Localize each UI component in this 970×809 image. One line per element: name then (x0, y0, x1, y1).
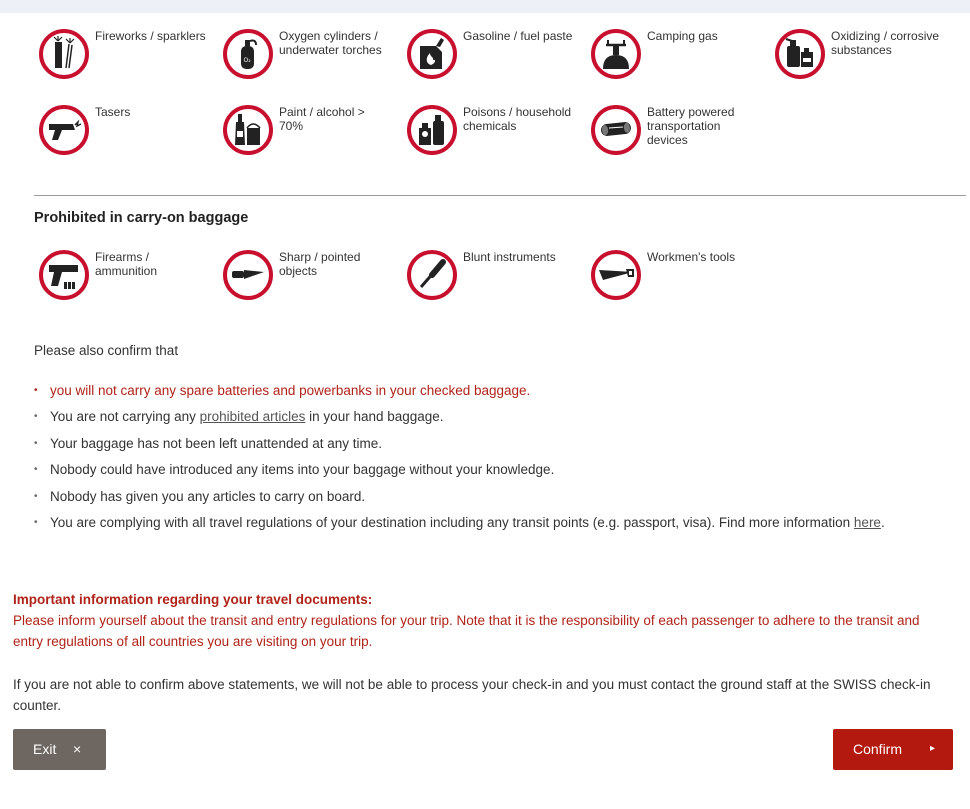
prohibited-item-poisons (406, 104, 581, 164)
exit-label: Exit (33, 741, 57, 757)
statement-text: You are not carrying any (50, 409, 200, 425)
carry-on-item-firearms (38, 249, 213, 309)
carry-on-item-blunt (406, 249, 581, 309)
oxygen-cylinder-icon (222, 28, 274, 80)
corrosive-icon (774, 28, 826, 80)
carry-on-item-sharp (222, 249, 397, 309)
statement-text: You are complying with all travel regulations of your destination including any transit points (e.g. passport, visa). Find more information (50, 514, 854, 530)
carry-on-section-title: Prohibited in carry-on baggage (34, 210, 249, 226)
bat-icon (406, 249, 458, 301)
list-item (34, 486, 954, 512)
bullet: • (34, 437, 38, 449)
confirm-label: Confirm (853, 741, 903, 757)
top-bar (0, 0, 970, 13)
list-item (34, 433, 954, 459)
statement-text: you will not carry any spare batteries and powerbanks in your checked baggage. (50, 383, 531, 398)
prohibited-item-corrosive (774, 28, 949, 88)
bullet: • (34, 464, 38, 476)
prohibited-item-label: Paint / alcohol > 70% (279, 105, 365, 133)
list-item (34, 459, 954, 485)
statement-text: Your baggage has not been left unattended at any time. (50, 435, 383, 451)
prohibited-item-paint-alcohol (222, 104, 397, 164)
camping-gas-icon (590, 28, 642, 80)
section-divider (34, 195, 966, 196)
statement-text: in your hand baggage. (305, 409, 444, 425)
check-in-notice: If you are not able to confirm above statements, we will not be able to process your check-in and you must contact the ground staff at the SWISS check-in counter. (13, 677, 931, 713)
statement-text: Nobody has given you any articles to carry on board. (50, 488, 366, 504)
prohibited-item-gasoline (406, 28, 581, 88)
prohibited-item-label: Battery powered transportation devices (647, 105, 735, 147)
prohibited-item-label: Fireworks / sparklers (95, 29, 206, 43)
firearm-icon (38, 249, 90, 301)
poison-icon (406, 104, 458, 156)
fireworks-icon (38, 28, 90, 80)
statement-text: Nobody could have introduced any items into your baggage without your knowledge. (50, 462, 555, 478)
travel-documents-title: Important information regarding your travel documents: (13, 592, 373, 607)
carry-on-item-tools (590, 249, 765, 309)
travel-documents-text: Please inform yourself about the transit and entry regulations for your trip. Note that it is the responsibility of each passenger to adhere to the transit and entry regulations of all countries you are visiting on your trip. (13, 613, 920, 649)
carry-on-item-label: Blunt instruments (463, 250, 556, 264)
knife-icon (222, 249, 274, 301)
prohibited-item-tasers (38, 104, 213, 164)
hoverboard-icon (590, 104, 642, 156)
list-item (34, 406, 954, 432)
prohibited-item-label: Poisons / household chemicals (463, 105, 572, 133)
prohibited-articles-link[interactable]: prohibited articles (199, 409, 306, 425)
chevron-right-icon: ▸ (930, 743, 936, 754)
prohibited-item-camping-gas (590, 28, 765, 88)
bullet: • (34, 411, 38, 423)
exit-button[interactable] (13, 729, 106, 770)
carry-on-item-label: Sharp / pointed objects (279, 250, 361, 278)
bullet: • (34, 490, 38, 502)
prohibited-item-label: Camping gas (647, 29, 718, 43)
paint-alcohol-icon (222, 104, 274, 156)
prohibited-item-label: Gasoline / fuel paste (463, 29, 573, 43)
prohibited-item-oxygen (222, 28, 397, 88)
carry-on-item-label: Workmen's tools (647, 250, 736, 264)
more-information-link[interactable]: here (853, 514, 881, 530)
prohibited-item-fireworks (38, 28, 213, 88)
saw-icon (590, 249, 642, 301)
prohibited-item-label: Tasers (95, 105, 131, 119)
confirm-button[interactable] (833, 729, 953, 770)
taser-icon (38, 104, 90, 156)
confirm-intro: Please also confirm that (34, 343, 179, 358)
prohibited-item-battery-transport (590, 104, 765, 164)
svg-text:O₂: O₂ (243, 57, 251, 64)
bullet: • (34, 516, 38, 528)
close-icon: × (73, 741, 82, 757)
statement-text: . (880, 514, 885, 530)
gasoline-icon (406, 28, 458, 80)
carry-on-item-label: Firearms / ammunition (95, 250, 158, 278)
prohibited-item-label: Oxidizing / corrosive substances (831, 29, 940, 57)
list-item (34, 380, 954, 406)
bullet: • (34, 385, 38, 396)
confirmation-list (34, 380, 954, 538)
list-item (34, 512, 954, 538)
prohibited-item-label: Oxygen cylinders / underwater torches (279, 29, 382, 57)
